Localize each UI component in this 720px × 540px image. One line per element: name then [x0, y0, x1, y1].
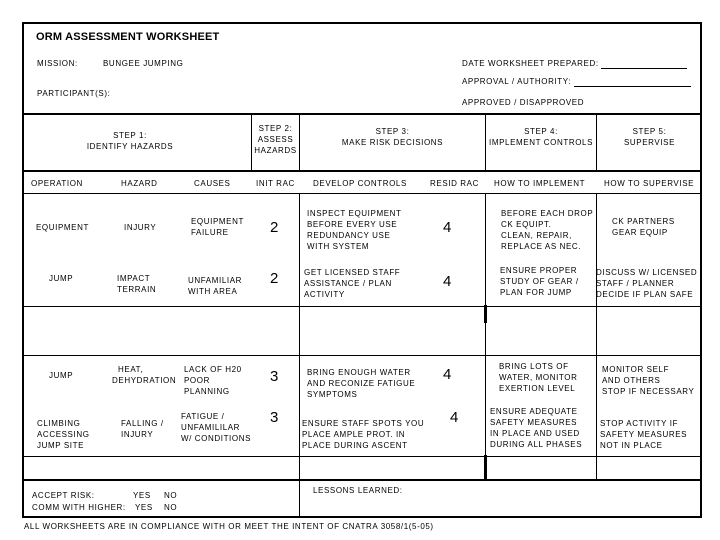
row3-supervise: MONITOR SELF AND OTHERS STOP IF NECESSARY	[602, 365, 695, 396]
col-develop-controls: DEVELOP CONTROLS	[313, 179, 407, 188]
accept-risk-label: ACCEPT RISK:	[32, 491, 95, 500]
step-header-top-rule	[24, 113, 700, 115]
row4-init-rac: 3	[270, 409, 279, 426]
row4-implement: ENSURE ADEQUATE SAFETY MEASURES IN PLACE AND USED DURING ALL PHASES	[490, 407, 583, 449]
step1-header: STEP 1: IDENTIFY HAZARDS	[86, 131, 174, 151]
accept-risk-yes[interactable]: YES	[133, 491, 151, 500]
date-prepared-label: DATE WORKSHEET PREPARED:	[462, 58, 687, 69]
row-separator	[24, 355, 700, 356]
step4-header: STEP 4: IMPLEMENT CONTROLS	[489, 127, 593, 147]
command-row	[32, 502, 178, 513]
row1-resid-rac: 4	[443, 219, 452, 236]
row1-controls: INSPECT EQUIPMENT BEFORE EVERY USE REDUNDANCY USE WITH SYSTEM	[307, 209, 402, 251]
row2-hazard: IMPACT TERRAIN	[117, 274, 157, 294]
command-no[interactable]: NO	[164, 503, 178, 512]
column-header-bottom-rule	[24, 193, 700, 194]
compliance-footer: ALL WORKSHEETS ARE IN COMPLIANCE WITH OR MEET THE INTENT OF CNATRA 3058/1(5-05)	[24, 522, 434, 531]
row2-causes: UNFAMILIAR WITH AREA	[188, 276, 243, 296]
approved-disapproved-label: APPROVED / DISAPPROVED	[462, 98, 585, 107]
row1-init-rac: 2	[270, 219, 279, 236]
step3-header: STEP 3: MAKE RISK DECISIONS	[341, 127, 444, 147]
col-resid-rac: RESID RAC	[430, 179, 479, 188]
step5-header: STEP 5: SUPERVISE	[623, 127, 676, 147]
row2-supervise: DISCUSS W/ LICENSED STAFF / PLANNER DECIDE IF PLAN SAFE	[596, 268, 698, 299]
row1-operation: EQUIPMENT	[36, 223, 89, 232]
row3-operation: JUMP	[49, 371, 74, 380]
lessons-divider	[299, 480, 300, 518]
row4-hazard: FALLING / INJURY	[121, 419, 164, 439]
accept-risk-row	[32, 490, 178, 501]
accept-risk-no[interactable]: NO	[164, 491, 178, 500]
command-label: COMM WITH HIGHER:	[32, 503, 126, 512]
row2-implement: ENSURE PROPER STUDY OF GEAR / PLAN FOR JUMP	[500, 266, 579, 297]
column-header-top-rule	[24, 170, 700, 172]
row3-controls: BRING ENOUGH WATER AND RECONIZE FATIGUE SYMPTOMS	[307, 368, 416, 399]
col-init-rac: INIT RAC	[256, 179, 295, 188]
col-causes: CAUSES	[194, 179, 231, 188]
row3-init-rac: 3	[270, 368, 279, 385]
row1-supervise: CK PARTNERS GEAR EQUIP	[612, 217, 675, 237]
grid-divider	[299, 194, 300, 480]
approval-field[interactable]	[574, 77, 691, 87]
grid-divider	[596, 194, 597, 480]
grid-divider-thick	[484, 455, 487, 479]
row3-resid-rac: 4	[443, 366, 452, 383]
row3-implement: BRING LOTS OF WATER, MONITOR EXERTION LEVEL	[499, 362, 578, 393]
row-separator	[24, 456, 700, 457]
row2-init-rac: 2	[270, 270, 279, 287]
row4-operation: CLIMBING ACCESSING JUMP SITE	[37, 419, 90, 450]
col-operation: OPERATION	[31, 179, 83, 188]
lessons-top-rule	[24, 479, 700, 481]
col-hazard: HAZARD	[121, 179, 158, 188]
approval-label: APPROVAL / AUTHORITY:	[462, 76, 691, 87]
col-how-to-implement: HOW TO IMPLEMENT	[494, 179, 586, 188]
row4-causes: FATIGUE / UNFAMILILAR W/ CONDITIONS	[181, 412, 252, 443]
row2-operation: JUMP	[49, 274, 74, 283]
grid-divider-thick	[484, 305, 487, 323]
lessons-learned-label: LESSONS LEARNED:	[313, 486, 403, 495]
col-how-to-supervise: HOW TO SUPERVISE	[604, 179, 695, 188]
row1-implement: BEFORE EACH DROP CK EQUIPT. CLEAN, REPAIR, REPLACE AS NEC.	[501, 209, 594, 251]
row3-hazard: HEAT, DEHYDRATION	[112, 365, 177, 385]
participants-label: PARTICIPANT(S):	[37, 89, 111, 98]
row4-supervise: STOP ACTIVITY IF SAFETY MEASURES NOT IN PLACE	[600, 419, 688, 450]
row-separator	[24, 306, 700, 307]
mission-label: MISSION:	[37, 59, 78, 68]
grid-divider	[485, 194, 486, 480]
row4-controls: ENSURE STAFF SPOTS YOU PLACE AMPLE PROT. IN PLACE DURING ASCENT	[302, 419, 425, 450]
row2-resid-rac: 4	[443, 273, 452, 290]
worksheet-title: ORM ASSESSMENT WORKSHEET	[36, 31, 220, 43]
command-yes[interactable]: YES	[135, 503, 153, 512]
date-prepared-field[interactable]	[601, 59, 687, 69]
row2-controls: GET LICENSED STAFF ASSISTANCE / PLAN ACTIVITY	[304, 268, 401, 299]
row1-hazard: INJURY	[124, 223, 157, 232]
row3-causes: LACK OF H20 POOR PLANNING	[184, 365, 242, 396]
row1-causes: EQUIPMENT FAILURE	[191, 217, 244, 237]
row4-resid-rac: 4	[450, 409, 459, 426]
mission-value: BUNGEE JUMPING	[103, 59, 184, 68]
step2-header: STEP 2: ASSESS HAZARDS	[254, 124, 297, 155]
